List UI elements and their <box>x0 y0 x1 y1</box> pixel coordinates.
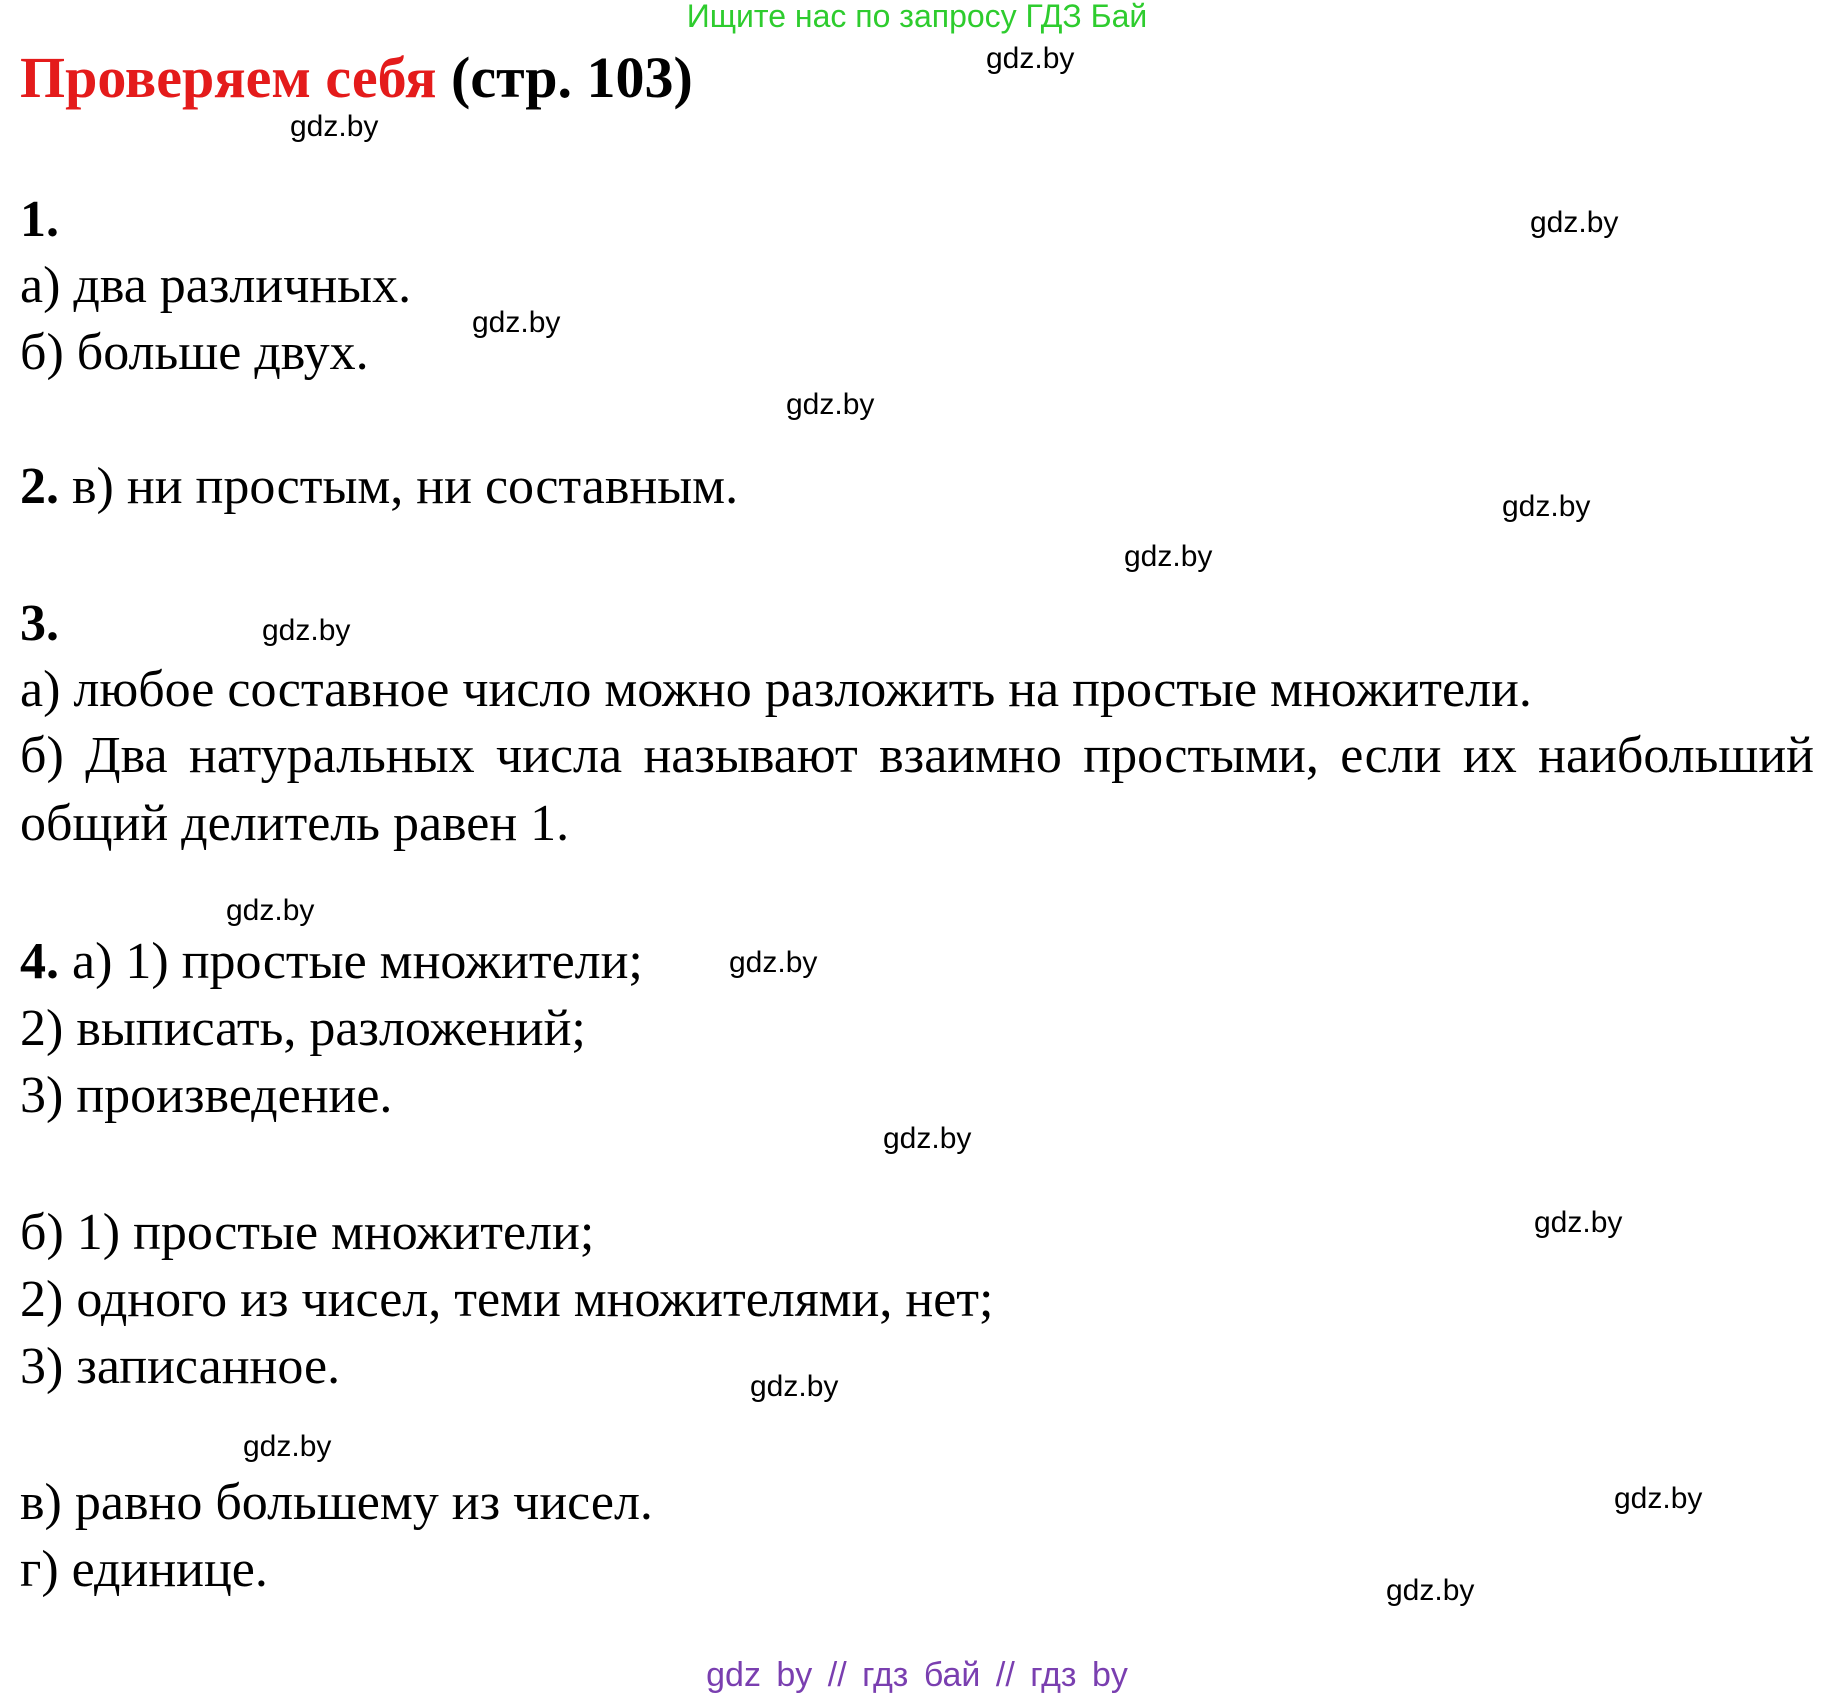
watermark: gdz.by <box>1386 1574 1475 1607</box>
watermark: gdz.by <box>1502 490 1591 523</box>
page-title-page-ref: (стр. 103) <box>436 45 693 110</box>
answer-1-number: 1. <box>20 191 59 248</box>
answer-4b-2: 2) одного из чисел, теми множителями, нет; <box>20 1271 994 1328</box>
watermark: gdz.by <box>226 894 315 927</box>
answer-3a: а) любое составное число можно разложить на простые множители. <box>20 661 1532 718</box>
top-banner: Ищите нас по запросу ГДЗ Бай <box>686 0 1148 34</box>
answer-2-text: в) ни простым, ни составным. <box>59 458 739 515</box>
answer-2-number: 2. <box>20 458 59 515</box>
answer-2 <box>20 457 738 517</box>
page-title <box>20 44 693 111</box>
answer-1b: б) больше двух. <box>20 324 369 381</box>
answer-4d: г) единице. <box>20 1541 268 1598</box>
watermark: gdz.by <box>243 1430 332 1463</box>
answer-4-number: 4. <box>20 933 59 990</box>
watermark: gdz.by <box>729 946 818 979</box>
footer-watermark: gdz by // гдз бай // гдз by <box>706 1656 1128 1694</box>
watermark: gdz.by <box>290 110 379 143</box>
page-title-main: Проверяем себя <box>20 45 437 110</box>
answer-4b-3: 3) записанное. <box>20 1338 341 1395</box>
answer-4a-2: 2) выписать, разложений; <box>20 1000 586 1057</box>
answer-4a-1-text: а) 1) простые множители; <box>59 933 643 990</box>
watermark: gdz.by <box>750 1370 839 1403</box>
watermark: gdz.by <box>786 388 875 421</box>
answer-3-number: 3. <box>20 595 59 652</box>
watermark: gdz.by <box>986 42 1075 75</box>
answer-4a-1 <box>20 932 643 992</box>
answer-4b-1: б) 1) простые множители; <box>20 1204 595 1261</box>
watermark: gdz.by <box>883 1122 972 1155</box>
watermark: gdz.by <box>262 614 351 647</box>
watermark: gdz.by <box>1614 1482 1703 1515</box>
watermark: gdz.by <box>1530 206 1619 239</box>
watermark: gdz.by <box>472 306 561 339</box>
answer-4c: в) равно большему из чисел. <box>20 1474 653 1531</box>
answer-3b: б) Два натуральных числа называют взаимно простыми, если их наибольший общий делитель равен 1. <box>20 727 1814 852</box>
answer-4a-3: 3) произведение. <box>20 1067 393 1124</box>
watermark: gdz.by <box>1124 540 1213 573</box>
answer-1a: а) два различных. <box>20 257 412 314</box>
watermark: gdz.by <box>1534 1206 1623 1239</box>
